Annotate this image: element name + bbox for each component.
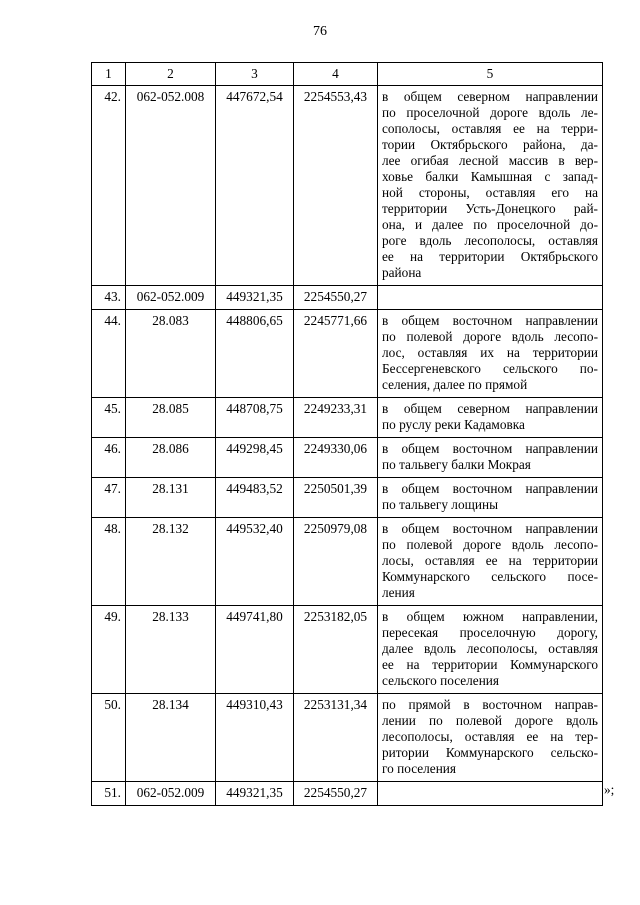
point-code: 28.134 [126,694,216,782]
table-row [92,518,603,606]
table-row [92,606,603,694]
description-line: по тальвегу лощины [382,497,498,512]
description-line: района [382,265,422,280]
description-line: селения, далее по прямой [382,377,528,392]
row-number: 42. [92,86,126,286]
description-line: лее огибая лесной массив в вер- [382,153,598,168]
coordinate-x: 449483,52 [216,478,294,518]
coordinate-y: 2253182,05 [294,606,378,694]
coordinate-x: 448806,65 [216,310,294,398]
description-line: в общем южном направлении, [382,609,598,624]
table-row [92,782,603,806]
description-line: лении по полевой дороге вдоль [382,713,598,728]
coordinate-x: 449298,45 [216,438,294,478]
coordinate-y: 2253131,34 [294,694,378,782]
row-number: 44. [92,310,126,398]
boundary-description [378,518,603,606]
column-header: 1 [92,63,126,86]
row-number: 49. [92,606,126,694]
description-line: по тальвегу балки Мокрая [382,457,531,472]
coordinate-x: 448708,75 [216,398,294,438]
coordinate-y: 2250979,08 [294,518,378,606]
description-line: по полевой дороге вдоль лесопо- [382,537,598,552]
description-line: пересекая проселочную дорогу, [382,625,598,640]
coordinate-y: 2254550,27 [294,286,378,310]
table-row [92,478,603,518]
description-line: Бессергеневского сельского по- [382,361,598,376]
description-line: ховье балки Камышная с запад- [382,169,598,184]
description-line: в общем северном направлении [382,401,598,416]
boundary-description [378,398,603,438]
description-line: в общем восточном направлении [382,481,598,496]
description-line: по проселочной дороге вдоль ле- [382,105,598,120]
coordinate-x: 449321,35 [216,782,294,806]
point-code: 28.131 [126,478,216,518]
table-header-row [92,63,603,86]
description-line: ее на территории Коммунарского [382,657,598,672]
coordinate-x: 449741,80 [216,606,294,694]
coordinate-y: 2249233,31 [294,398,378,438]
coordinate-x: 449321,35 [216,286,294,310]
point-code: 28.132 [126,518,216,606]
point-code: 062-052.009 [126,782,216,806]
point-code: 062-052.008 [126,86,216,286]
closing-quote-mark: »; [604,782,615,797]
page-number: 76 [313,24,327,39]
description-line: в общем северном направлении [382,89,598,104]
description-line: сополосы, оставляя ее на терри- [382,121,598,136]
coordinate-x: 447672,54 [216,86,294,286]
table-row [92,694,603,782]
boundary-description [378,86,603,286]
description-line: по полевой дороге вдоль лесопо- [382,329,598,344]
description-line: ной стороны, оставляя его на [382,185,598,200]
coordinate-y: 2249330,06 [294,438,378,478]
boundary-description [378,606,603,694]
boundary-description [378,310,603,398]
coordinate-y: 2250501,39 [294,478,378,518]
description-line: лос, оставляя их на территории [382,345,598,360]
boundary-description [378,438,603,478]
description-line: территории Усть-Донецкого рай- [382,201,598,216]
description-line: в общем восточном направлении [382,521,598,536]
boundary-description [378,478,603,518]
row-number: 45. [92,398,126,438]
description-line: лесополосы, оставляя ее на тер- [382,729,598,744]
boundary-description [378,782,603,806]
row-number: 51. [92,782,126,806]
column-header: 5 [378,63,603,86]
coordinate-x: 449532,40 [216,518,294,606]
description-line: сельского поселения [382,673,500,688]
point-code: 28.083 [126,310,216,398]
description-line: роге вдоль лесополосы, оставляя [382,233,598,248]
description-line: ритории Коммунарского сельско- [382,745,598,760]
column-header: 3 [216,63,294,86]
coordinate-y: 2254553,43 [294,86,378,286]
column-header: 4 [294,63,378,86]
point-code: 28.085 [126,398,216,438]
description-line: ления [382,585,415,600]
row-number: 47. [92,478,126,518]
description-line: го поселения [382,761,457,776]
boundary-description [378,286,603,310]
description-line: она, и далее по проселочной до- [382,217,598,232]
table-row [92,438,603,478]
boundary-description [378,694,603,782]
description-line: тории Октябрьского района, да- [382,137,598,152]
table-row [92,398,603,438]
coordinate-x: 449310,43 [216,694,294,782]
description-line: Коммунарского сельского посе- [382,569,598,584]
table-row [92,310,603,398]
row-number: 46. [92,438,126,478]
description-line: далее вдоль лесополосы, оставляя [382,641,598,656]
description-line: в общем восточном направлении [382,441,598,456]
point-code: 28.133 [126,606,216,694]
coordinate-y: 2254550,27 [294,782,378,806]
point-code: 28.086 [126,438,216,478]
description-line: лосы, оставляя ее на территории [382,553,598,568]
coordinate-y: 2245771,66 [294,310,378,398]
row-number: 43. [92,286,126,310]
row-number: 50. [92,694,126,782]
description-line: по прямой в восточном направ- [382,697,598,712]
description-line: по руслу реки Кадамовка [382,417,525,432]
column-header: 2 [126,63,216,86]
boundary-table [91,62,603,806]
row-number: 48. [92,518,126,606]
table-row [92,86,603,286]
table-row [92,286,603,310]
point-code: 062-052.009 [126,286,216,310]
description-line: ее на территории Октябрьского [382,249,598,264]
description-line: в общем восточном направлении [382,313,598,328]
